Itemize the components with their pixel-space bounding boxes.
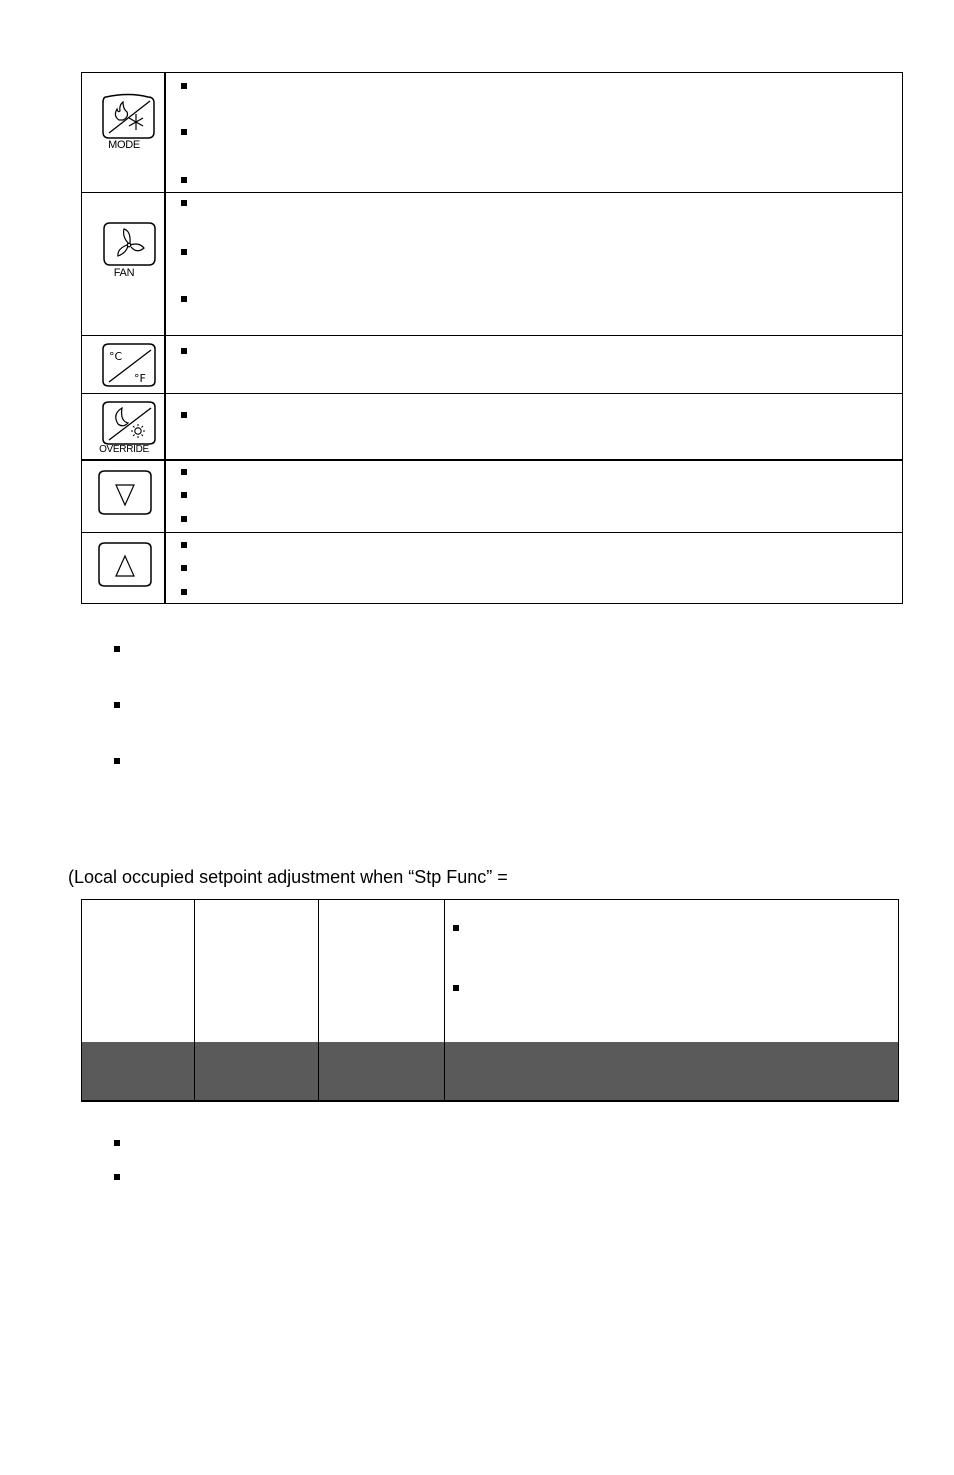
down-key-cell: [82, 461, 166, 532]
bullet-icon: [181, 589, 187, 595]
mode-key-row: [82, 73, 902, 193]
bullet-icon: [453, 985, 459, 991]
column-divider: [194, 1042, 195, 1100]
bullet-icon: [181, 200, 187, 206]
units-description: [166, 336, 902, 394]
up-key-cell: [82, 533, 166, 604]
down-key-row: [82, 459, 902, 532]
bullet-icon: [181, 83, 187, 89]
bullet-icon: [114, 702, 120, 708]
mode-heat-cool-icon: [82, 73, 166, 193]
override-description: [166, 394, 902, 460]
fan-icon: [82, 193, 166, 337]
bullet-icon: [114, 758, 120, 764]
bullet-icon: [181, 492, 187, 498]
up-key-row: [82, 532, 902, 604]
shaded-header-row: [82, 1042, 898, 1100]
column-divider: [318, 1042, 319, 1100]
mode-caption: MODE: [108, 139, 140, 151]
bullet-icon: [181, 469, 187, 475]
override-key-row: [82, 393, 902, 460]
bullet-icon: [114, 646, 120, 652]
bullet-icon: [114, 1174, 120, 1180]
bullet-icon: [181, 412, 187, 418]
bullet-icon: [181, 129, 187, 135]
up-description: [166, 533, 902, 604]
units-key-cell: [82, 336, 166, 394]
keys-table: [81, 72, 903, 604]
up-arrow-icon: [82, 533, 166, 605]
override-key-cell: [82, 394, 166, 460]
fan-description: [166, 193, 902, 336]
setpoint-table: [81, 899, 899, 1102]
fan-key-cell: [82, 193, 166, 336]
bullet-icon: [181, 296, 187, 302]
setpoint-caption: (Local occupied setpoint adjustment when “Stp Func” =: [68, 867, 508, 887]
fan-key-row: [82, 192, 902, 336]
bullet-icon: [181, 516, 187, 522]
down-description: [166, 461, 902, 532]
bullet-icon: [181, 565, 187, 571]
bullet-icon: [181, 249, 187, 255]
bullet-icon: [453, 925, 459, 931]
bullet-icon: [114, 1140, 120, 1146]
celsius-label: °C: [109, 350, 123, 363]
mode-description: [166, 73, 902, 193]
fan-caption: FAN: [113, 267, 135, 279]
bullet-icon: [181, 542, 187, 548]
override-caption: OVERRIDE: [99, 444, 149, 455]
down-arrow-icon: [82, 461, 166, 533]
bullet-icon: [181, 348, 187, 354]
units-key-row: [82, 335, 902, 394]
fahrenheit-label: °F: [134, 372, 146, 385]
column-divider: [444, 1042, 445, 1100]
mode-key-cell: [82, 73, 166, 193]
bullet-icon: [181, 177, 187, 183]
celsius-fahrenheit-icon: [82, 336, 166, 395]
